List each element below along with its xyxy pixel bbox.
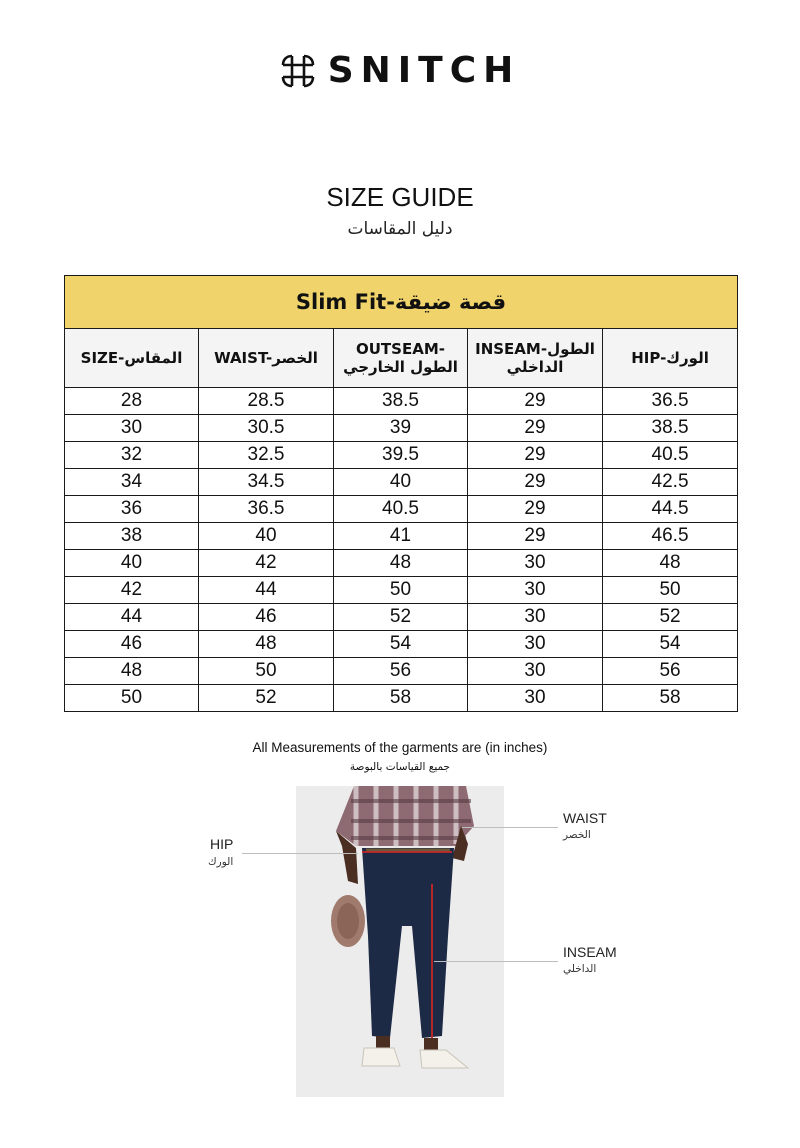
column-header: [334, 329, 468, 388]
table-cell: 36.5: [199, 496, 334, 523]
table-cell: 28: [65, 388, 199, 415]
table-cell: 30: [468, 631, 603, 658]
table-cell: 34: [65, 469, 199, 496]
table-cell: 30: [468, 604, 603, 631]
table-cell: 48: [603, 550, 738, 577]
table-cell: 40: [65, 550, 199, 577]
table-cell: 40.5: [334, 496, 468, 523]
table-cell: 40: [334, 469, 468, 496]
hip-leader-line: [242, 853, 358, 854]
fit-title: Slim Fit-قصة ضيقة: [65, 276, 738, 329]
table-cell: 48: [65, 658, 199, 685]
table-cell: 29: [468, 415, 603, 442]
table-cell: 29: [468, 469, 603, 496]
size-table: [64, 275, 738, 712]
table-cell: 30: [65, 415, 199, 442]
table-row: [65, 388, 738, 415]
table-cell: 46: [199, 604, 334, 631]
table-cell: 52: [334, 604, 468, 631]
column-header: [603, 329, 738, 388]
table-body: [65, 388, 738, 712]
table-cell: 30: [468, 658, 603, 685]
table-cell: 29: [468, 442, 603, 469]
table-row: [65, 469, 738, 496]
table-row: [65, 442, 738, 469]
hash-knot-logo-icon: [280, 53, 316, 89]
table-cell: 30.5: [199, 415, 334, 442]
table-row: [65, 496, 738, 523]
table-cell: 34.5: [199, 469, 334, 496]
table-cell: 32: [65, 442, 199, 469]
table-cell: 54: [603, 631, 738, 658]
table-cell: 36.5: [603, 388, 738, 415]
table-cell: 38.5: [603, 415, 738, 442]
brand-name: SNITCH: [327, 50, 521, 91]
column-header-line1: INSEAM-الطول: [475, 340, 595, 358]
column-header-line1: WAIST-الخصر: [214, 349, 318, 367]
table-cell: 56: [603, 658, 738, 685]
table-cell: 40.5: [603, 442, 738, 469]
table-cell: 52: [603, 604, 738, 631]
table-cell: 36: [65, 496, 199, 523]
hip-label: HIP: [210, 836, 234, 852]
table-cell: 39.5: [334, 442, 468, 469]
table-cell: 39: [334, 415, 468, 442]
table-cell: 42.5: [603, 469, 738, 496]
table-cell: 42: [199, 550, 334, 577]
inseam-leader-line: [434, 961, 558, 962]
table-row: [65, 631, 738, 658]
model-photo: [296, 786, 504, 1097]
table-cell: 44.5: [603, 496, 738, 523]
model-illustration: [296, 786, 504, 1097]
table-cell: 50: [65, 685, 199, 712]
table-cell: 29: [468, 388, 603, 415]
page-title: SIZE GUIDE: [326, 182, 474, 212]
waist-leader-line: [462, 827, 558, 828]
table-cell: 52: [199, 685, 334, 712]
column-header: [468, 329, 603, 388]
table-cell: 48: [199, 631, 334, 658]
brand-logo: [0, 50, 800, 91]
table-cell: 30: [468, 550, 603, 577]
column-header: [199, 329, 334, 388]
table-row: [65, 577, 738, 604]
waist-label-arabic: الخصر: [563, 829, 591, 841]
inseam-label-arabic: الداخلي: [563, 963, 597, 975]
measurement-note: All Measurements of the garments are (in inches): [252, 740, 548, 755]
table-cell: 38: [65, 523, 199, 550]
table-cell: 44: [65, 604, 199, 631]
table-cell: 44: [199, 577, 334, 604]
table-cell: 50: [334, 577, 468, 604]
table-cell: 38.5: [334, 388, 468, 415]
table-row: [65, 415, 738, 442]
column-header-row: [65, 329, 738, 388]
column-header-line2: الداخلي: [506, 358, 564, 376]
table-cell: 29: [468, 496, 603, 523]
table-cell: 40: [199, 523, 334, 550]
table-cell: 41: [334, 523, 468, 550]
table-cell: 50: [199, 658, 334, 685]
table-row: [65, 523, 738, 550]
table-cell: 54: [334, 631, 468, 658]
table-cell: 48: [334, 550, 468, 577]
column-header: [65, 329, 199, 388]
table-cell: 50: [603, 577, 738, 604]
table-cell: 58: [334, 685, 468, 712]
hip-label-arabic: الورك: [208, 856, 234, 868]
table-row: [65, 685, 738, 712]
column-header-line2: الطول الخارجي: [343, 358, 458, 376]
table-cell: 29: [468, 523, 603, 550]
waist-label: WAIST: [563, 810, 607, 826]
table-row: [65, 604, 738, 631]
table-row: [65, 550, 738, 577]
table-cell: 46.5: [603, 523, 738, 550]
table-cell: 58: [603, 685, 738, 712]
page-subtitle: دليل المقاسات: [347, 219, 453, 239]
table-cell: 56: [334, 658, 468, 685]
table-cell: 42: [65, 577, 199, 604]
table-cell: 30: [468, 685, 603, 712]
inseam-label: INSEAM: [563, 944, 617, 960]
table-cell: 32.5: [199, 442, 334, 469]
table-row: [65, 658, 738, 685]
column-header-line1: OUTSEAM-: [356, 340, 445, 358]
table-cell: 30: [468, 577, 603, 604]
column-header-line1: SIZE-المقاس: [80, 349, 183, 367]
table-cell: 28.5: [199, 388, 334, 415]
table-cell: 46: [65, 631, 199, 658]
column-header-line1: HIP-الورك: [631, 349, 709, 367]
measurement-note-arabic: جميع القياسات بالبوصة: [349, 761, 451, 773]
